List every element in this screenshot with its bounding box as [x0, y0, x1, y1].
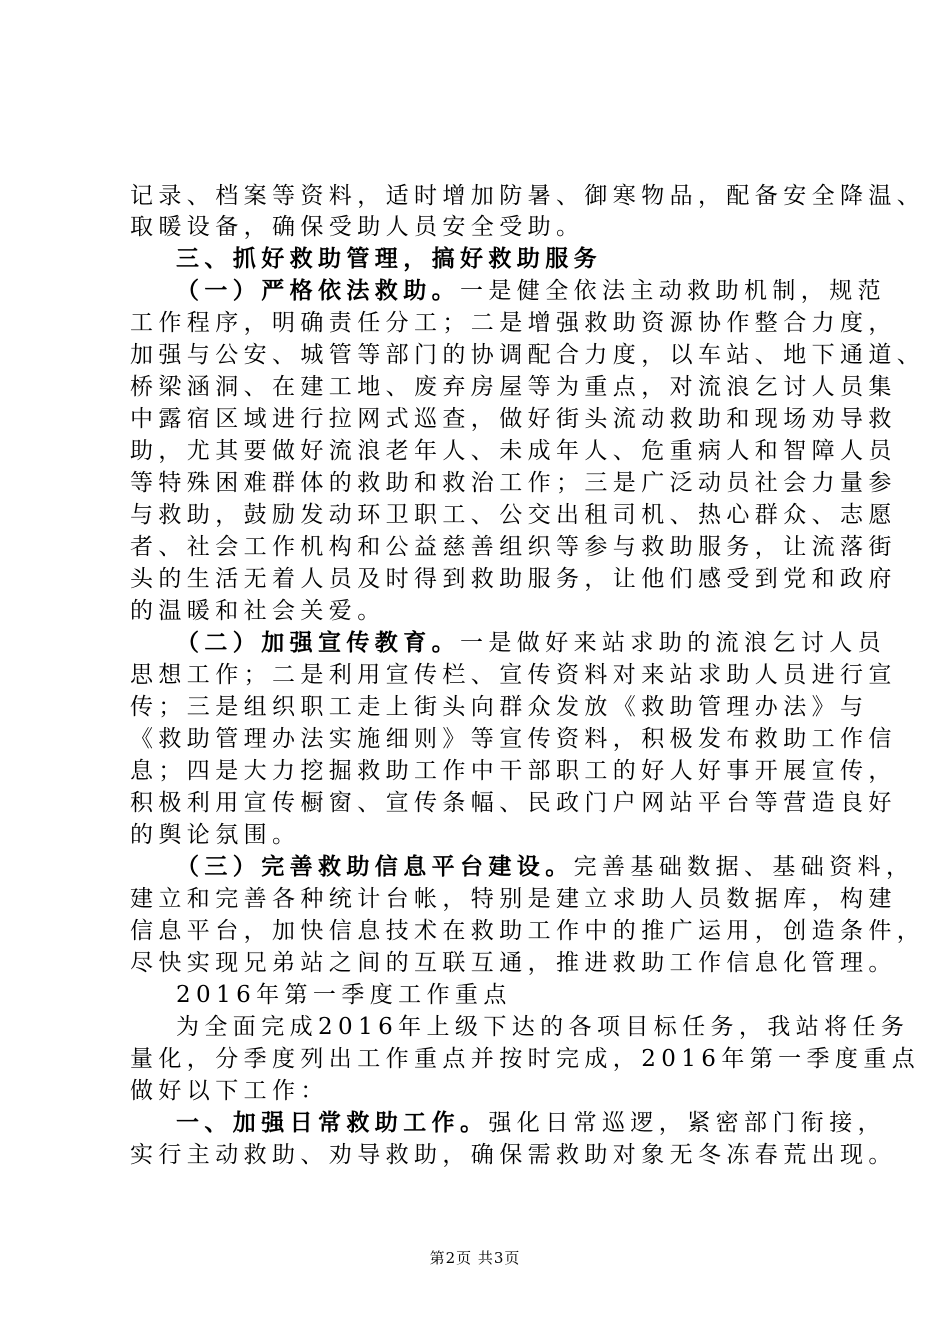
paragraph-text: 强化日常巡逻，紧密部门衔接，	[488, 1110, 887, 1136]
text-line: 建立和完善各种统计台帐，特别是建立求助人员数据库，构建	[130, 886, 897, 912]
text-line: 为全面完成2016年上级下达的各项目标任务，我站将任务	[176, 1014, 910, 1040]
page-footer: 第2页 共3页	[429, 1249, 521, 1267]
text-line: 思想工作；二是利用宣传栏、宣传资料对来站求助人员进行宣	[130, 662, 897, 688]
text-line: 《救助管理办法实施细则》等宣传资料，积极发布救助工作信	[130, 726, 897, 752]
text-line: 工作程序，明确责任分工；二是增强救助资源协作整合力度，	[130, 310, 897, 336]
text-line: 尽快实现兄弟站之间的互联互通，推进救助工作信息化管理。	[130, 950, 897, 976]
text-line: 中露宿区域进行拉网式巡查，做好街头流动救助和现场劝导救	[130, 406, 897, 432]
text-line: 传；三是组织职工走上街头向群众发放《救助管理办法》与	[130, 694, 869, 720]
text-line: 的温暖和社会关爱。	[130, 598, 386, 624]
text-line: 实行主动救助、劝导救助，确保需救助对象无冬冻春荒出现。	[130, 1142, 897, 1168]
paragraph-text: 完善基础数据、基础资料，	[573, 854, 915, 880]
text-line: 量化，分季度列出工作重点并按时完成，2016年第一季度重点	[130, 1046, 921, 1072]
section-heading-3: 三、抓好救助管理，搞好救助服务	[176, 245, 602, 272]
paragraph-first-line	[176, 627, 886, 659]
paragraph-first-line	[176, 275, 886, 307]
text-line: 记录、档案等资料，适时增加防暑、御寒物品，配备安全降温、	[130, 183, 926, 209]
subsection-heading-3: （三）完善救助信息平台建设。	[176, 853, 574, 880]
paragraph-first-line	[176, 1107, 887, 1139]
text-line: 取暖设备，确保受助人员安全受助。	[130, 214, 585, 240]
text-line: 做好以下工作：	[130, 1078, 329, 1104]
text-line: 的舆论氛围。	[130, 822, 301, 848]
text-line: 加强与公安、城管等部门的协调配合力度，以车站、地下通道、	[130, 342, 926, 368]
item-heading-1: 一、加强日常救助工作。	[176, 1109, 489, 1136]
paragraph-text: 一是健全依法主动救助机制，规范	[460, 278, 886, 304]
subsection-heading-2: （二）加强宣传教育。	[176, 629, 460, 656]
text-line: 与救助，鼓励发动环卫职工、公交出租司机、热心群众、志愿	[130, 502, 897, 528]
subsection-heading-1: （一）严格依法救助。	[176, 277, 460, 304]
paragraph-text: 一是做好来站求助的流浪乞讨人员	[460, 630, 886, 656]
text-line: 信息平台，加快信息技术在救助工作中的推广运用，创造条件，	[130, 918, 926, 944]
text-line: 者、社会工作机构和公益慈善组织等参与救助服务，让流落街	[130, 534, 897, 560]
text-line: 等特殊困难群体的救助和救治工作；三是广泛动员社会力量参	[130, 470, 897, 496]
text-line: 头的生活无着人员及时得到救助服务，让他们感受到党和政府	[130, 566, 897, 592]
text-line: 桥梁涵洞、在建工地、废弃房屋等为重点，对流浪乞讨人员集	[130, 374, 897, 400]
paragraph-first-line	[176, 851, 915, 883]
text-line: 助，尤其要做好流浪老年人、未成年人、危重病人和智障人员	[130, 438, 897, 464]
text-line: 息；四是大力挖掘救助工作中干部职工的好人好事开展宣传，	[130, 758, 897, 784]
text-line: 积极利用宣传橱窗、宣传条幅、民政门户网站平台等营造良好	[130, 790, 897, 816]
section-title-2016-q1: 2016年第一季度工作重点	[176, 982, 512, 1008]
